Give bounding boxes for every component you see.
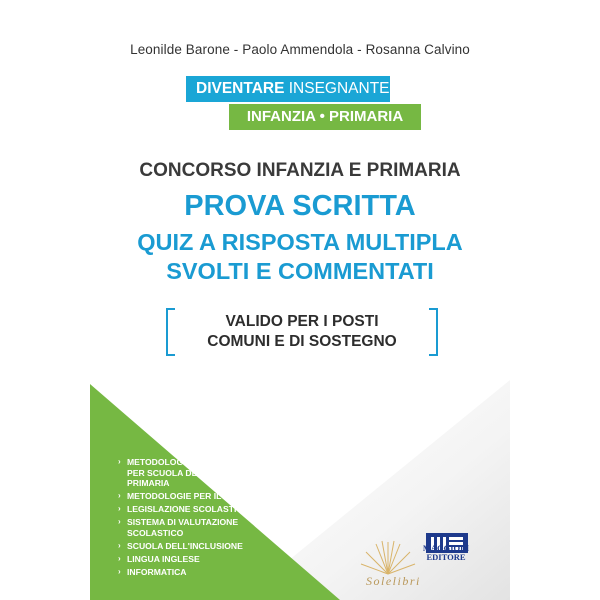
chevron-right-icon: › bbox=[118, 491, 121, 501]
list-item: › INFORMATICA bbox=[118, 566, 187, 577]
title-line-1: CONCORSO INFANZIA E PRIMARIA bbox=[139, 160, 461, 181]
list-item: › LEGISLAZIONE SCOLASTICA bbox=[118, 504, 249, 515]
chevron-right-icon: › bbox=[118, 553, 121, 563]
chevron-right-icon: › bbox=[118, 566, 121, 576]
authors: Leonilde Barone - Paolo Ammendola - Rosanna Calvino bbox=[130, 42, 470, 57]
badge-bold-word: DIVENTARE bbox=[196, 80, 285, 97]
badge-light-word: INSEGNANTE bbox=[288, 80, 390, 97]
topics-list bbox=[118, 457, 287, 580]
chevron-right-icon: › bbox=[118, 504, 121, 514]
list-item: › SCUOLA DELL'INCLUSIONE bbox=[118, 540, 243, 551]
title-line-4: SVOLTI E COMMENTATI bbox=[166, 258, 434, 284]
series-badge-green: INFANZIA • PRIMARIA bbox=[229, 104, 421, 130]
series-name: Solelibri bbox=[366, 574, 421, 588]
valido-line-1: VALIDO PER I POSTI bbox=[225, 313, 379, 330]
chevron-right-icon: › bbox=[118, 457, 121, 466]
list-item: › SISTEMA DI VALUTAZIONE SCOLASTICO bbox=[118, 517, 239, 538]
list-item: › LINGUA INGLESE bbox=[118, 553, 200, 564]
title-line-2: PROVA SCRITTA bbox=[184, 190, 416, 222]
solelibri-sun-icon bbox=[358, 536, 418, 576]
list-item: › METODOLOGIE DELLA DIDATTICA PER SCUOLA DELL'INFANZIA E PRIMARIA bbox=[118, 457, 270, 489]
valido-line-2: COMUNI E DI SOSTEGNO bbox=[207, 333, 397, 350]
book-cover bbox=[90, 0, 510, 600]
chevron-right-icon: › bbox=[118, 517, 121, 527]
chevron-right-icon: › bbox=[118, 540, 121, 550]
title-line-3: QUIZ A RISPOSTA MULTIPLA bbox=[137, 229, 463, 255]
list-item: › METODOLOGIE PER IL SOSTEGNO bbox=[118, 491, 273, 502]
publisher-name: MAGGIOLI EDITORE bbox=[422, 543, 470, 562]
